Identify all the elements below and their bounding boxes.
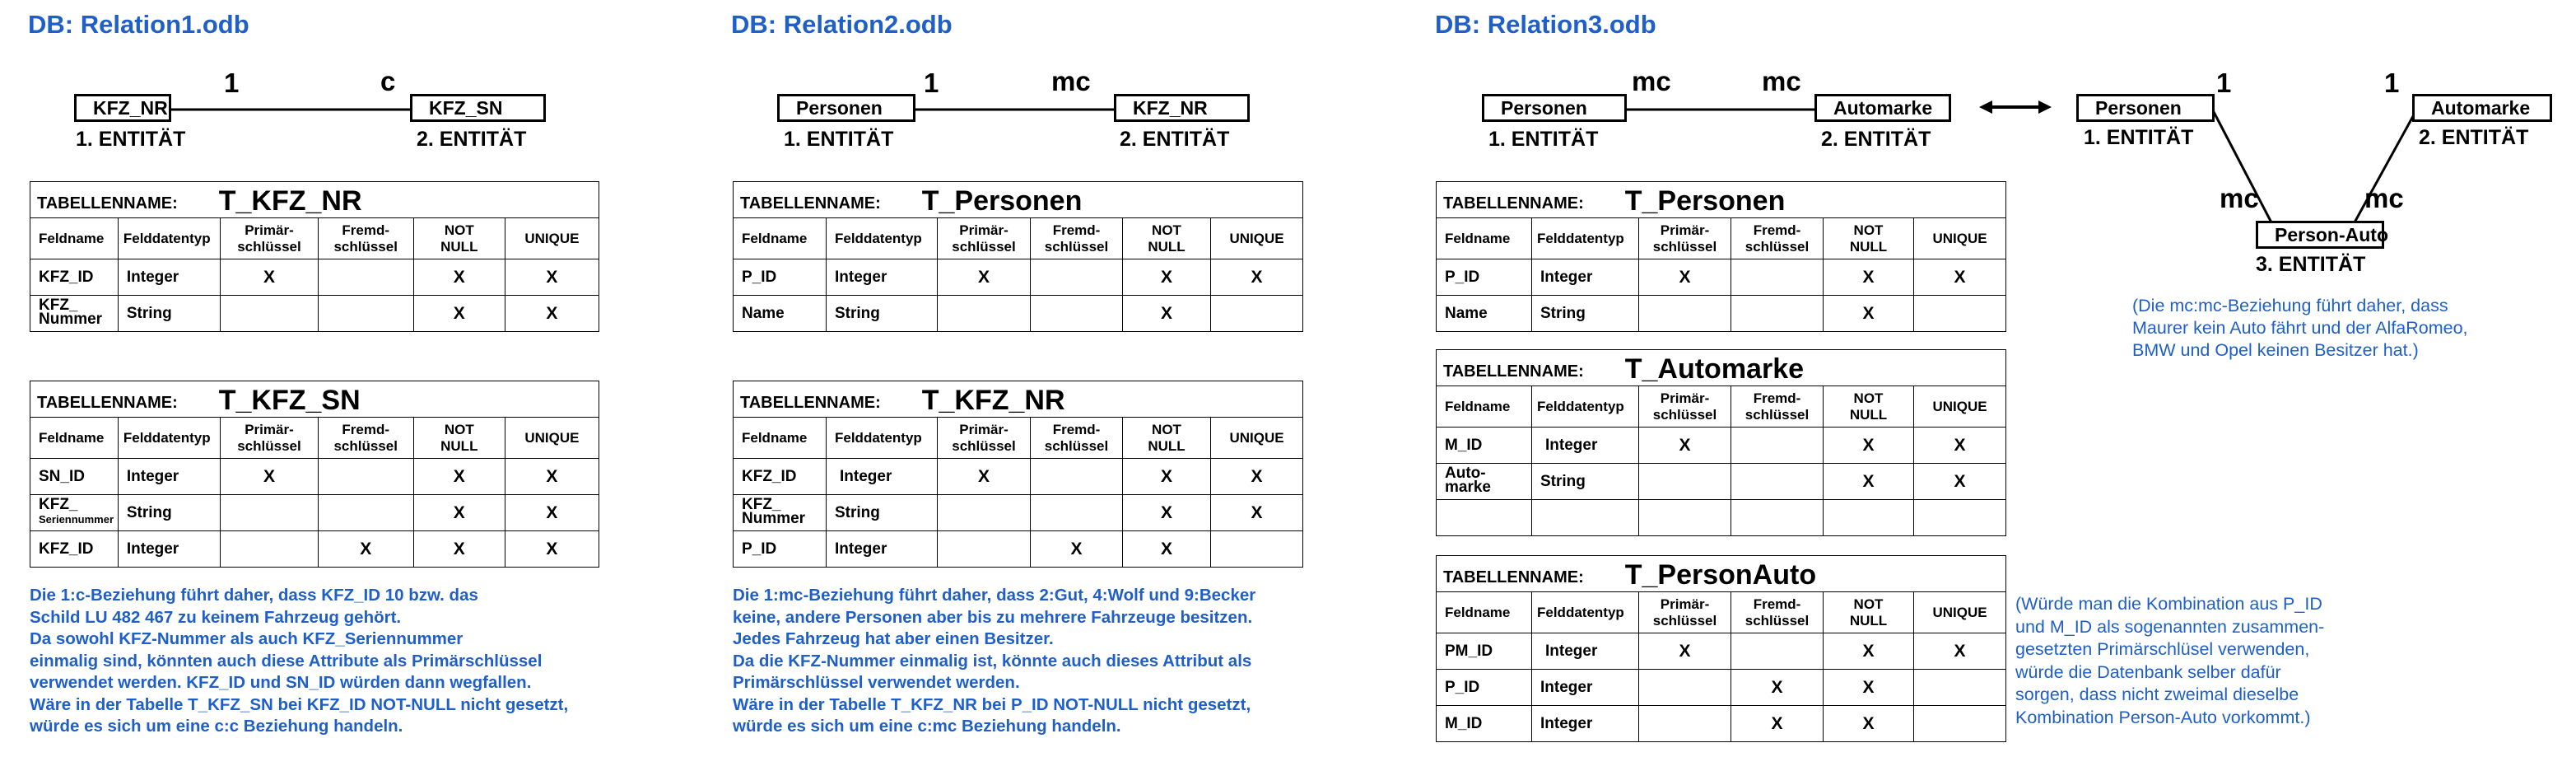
header-unique: UNIQUE [1914, 386, 2006, 428]
header-unique: UNIQUE [505, 218, 599, 259]
entity-label-2: 2. ENTITÄT [1821, 128, 1931, 151]
header-feldname: Feldname [734, 218, 827, 259]
cardinality-right: c [380, 66, 396, 96]
db-title-relation1: DB: Relation1.odb [28, 10, 249, 39]
cardinality-left: mc [1632, 66, 1671, 96]
header-fremdschluessel: Fremd- schlüssel [1731, 592, 1824, 633]
header-unique: UNIQUE [1211, 418, 1303, 459]
entity-label-1: 1. ENTITÄT [2084, 126, 2194, 149]
header-not-null: NOT NULL [413, 218, 505, 259]
entity-box-personen-resolved: Personen [2076, 94, 2215, 122]
entity-box-person-auto: Person-Auto [2256, 221, 2384, 249]
table-t-personen-3 [1436, 181, 2006, 332]
cardinality-right: mc [1762, 66, 1801, 96]
table-row: KFZ_ID Integer X X X [30, 531, 599, 568]
header-primaerschluessel: Primär- schlüssel [221, 218, 318, 259]
table-row: M_ID Integer X X [1437, 706, 2006, 742]
header-unique: UNIQUE [1914, 218, 2006, 259]
entity-label-1: 1. ENTITÄT [76, 128, 186, 151]
cardinality-personen: 1 [2216, 68, 2232, 98]
table-row: SN_ID Integer X X X [30, 459, 599, 495]
header-not-null: NOT NULL [413, 418, 505, 459]
table-name-row: TABELLENNAME: T_Personen [734, 182, 1303, 218]
header-primaerschluessel: Primär- schlüssel [1639, 592, 1731, 633]
table-row: M_ID Integer X X X [1437, 428, 2006, 464]
header-felddatentyp: Felddatentyp [827, 218, 938, 259]
header-primaerschluessel: Primär- schlüssel [1639, 218, 1731, 259]
table-row: P_ID Integer X X X [734, 259, 1303, 296]
entity-box-kfz-sn: KFZ_SN [410, 94, 546, 122]
header-fremdschluessel: Fremd- schlüssel [1031, 218, 1123, 259]
table-t-kfz-sn [30, 381, 599, 568]
table-t-kfz-nr-2 [733, 381, 1303, 568]
header-primaerschluessel: Primär- schlüssel [1639, 386, 1731, 428]
explanation-note-relation3-bottom: (Würde man die Kombination aus P_ID und M_ID als sogenannten zusammen- gesetzten Primärschlüsel verwenden, würde die Datenbank selber dafür sorgen, dass nicht zweimal dieselbe Kombination Person-Auto vorkommt.) [2015, 594, 2325, 727]
explanation-note-relation3-top: (Die mc:mc-Beziehung führt daher, dass Maurer kein Auto fährt und der AlfaRomeo, BMW und Opel keinen Besitzer hat.) [2132, 296, 2468, 360]
table-name: T_Personen [1624, 185, 1786, 217]
entity-label-2: 2. ENTITÄT [417, 128, 527, 151]
table-name: T_KFZ_SN [218, 385, 361, 416]
explanation-note-relation2: Die 1:mc-Beziehung führt daher, dass 2:Gut, 4:Wolf und 9:Becker keine, andere Personen aber bis zu mehrere Fahrzeuge besitzen. Jedes Fahrzeug hat aber einen Besitzer. Da die KFZ-Nummer einmalig ist, könnte auch dieses Attribut als Primärschlüssel verwendet werden. Wäre in der Tabelle T_KFZ_NR bei P_ID NOT-NULL nicht gesetzt, würde es sich um eine c:mc Beziehung handeln. [733, 586, 1256, 736]
header-felddatentyp: Felddatentyp [118, 218, 220, 259]
table-name-row: TABELLENNAME: T_Automarke [1437, 350, 2006, 386]
header-fremdschluessel: Fremd- schlüssel [1731, 218, 1824, 259]
cardinality-automarke: 1 [2384, 68, 2400, 98]
table-row: KFZ_ Nummer String X X [30, 296, 599, 332]
header-feldname: Feldname [30, 418, 119, 459]
header-primaerschluessel: Primär- schlüssel [221, 418, 318, 459]
entity-box-automarke-resolved: Automarke [2412, 94, 2552, 122]
header-not-null: NOT NULL [1824, 386, 1914, 428]
table-name: T_KFZ_NR [921, 385, 1065, 416]
table-t-personen [733, 181, 1303, 332]
table-name: T_PersonAuto [1624, 559, 1817, 591]
double-arrow-icon [1979, 100, 2052, 114]
table-name: T_Personen [921, 185, 1083, 217]
table-row: KFZ_ID Integer X X X [30, 259, 599, 296]
cardinality-left: 1 [224, 68, 240, 98]
table-t-kfz-nr [30, 181, 599, 332]
table-row: P_ID Integer X X [1437, 670, 2006, 706]
table-row: P_ID Integer X X [734, 531, 1303, 568]
table-row: Auto- marke String X X [1437, 464, 2006, 500]
table-row: KFZ_ID Integer X X X [734, 459, 1303, 495]
entity-box-personen: Personen [777, 94, 915, 122]
header-felddatentyp: Felddatentyp [827, 418, 938, 459]
entity-label-2: 2. ENTITÄT [2419, 126, 2529, 149]
entity-box-personen: Personen [1482, 94, 1627, 122]
table-row: Name String X [734, 296, 1303, 332]
header-primaerschluessel: Primär- schlüssel [938, 418, 1031, 459]
header-unique: UNIQUE [1914, 592, 2006, 633]
header-felddatentyp: Felddatentyp [1532, 218, 1639, 259]
entity-label-1: 1. ENTITÄT [784, 128, 894, 151]
header-fremdschluessel: Fremd- schlüssel [318, 418, 413, 459]
table-name: T_Automarke [1624, 353, 1805, 385]
header-feldname: Feldname [30, 218, 119, 259]
header-not-null: NOT NULL [1123, 418, 1211, 459]
header-not-null: NOT NULL [1123, 218, 1211, 259]
header-fremdschluessel: Fremd- schlüssel [1731, 386, 1824, 428]
table-row: KFZ_ Seriennummer String X X [30, 495, 599, 531]
header-fremdschluessel: Fremd- schlüssel [318, 218, 413, 259]
header-primaerschluessel: Primär- schlüssel [938, 218, 1031, 259]
table-row: P_ID Integer X X X [1437, 259, 2006, 296]
header-unique: UNIQUE [505, 418, 599, 459]
table-row: PM_ID Integer X X X [1437, 633, 2006, 670]
header-fremdschluessel: Fremd- schlüssel [1031, 418, 1123, 459]
header-not-null: NOT NULL [1824, 592, 1914, 633]
db-title-relation3: DB: Relation3.odb [1435, 10, 1656, 39]
header-felddatentyp: Felddatentyp [1532, 386, 1639, 428]
table-name-row: TABELLENNAME: T_PersonAuto [1437, 556, 2006, 592]
header-felddatentyp: Felddatentyp [1532, 592, 1639, 633]
table-row: Name String X [1437, 296, 2006, 332]
table-name: T_KFZ_NR [218, 185, 362, 217]
table-name-row: TABELLENNAME: T_KFZ_NR [734, 381, 1303, 418]
entity-box-kfz-nr: KFZ_NR [1114, 94, 1250, 122]
table-t-automarke [1436, 349, 2006, 536]
cardinality-personauto-right: mc [2364, 183, 2404, 213]
table-name-row: TABELLENNAME: T_KFZ_NR [30, 182, 599, 218]
entity-label-3: 3. ENTITÄT [2256, 253, 2366, 276]
explanation-note-relation1: Die 1:c-Beziehung führt daher, dass KFZ_ID 10 bzw. das Schild LU 482 467 zu keinem Fahrzeug gehört. Da sowohl KFZ-Nummer als auch KFZ_Seriennummer einmalig sind, könnten auch diese Attribute als Primärschlüssel verwendet werden. KFZ_ID und SN_ID würden dann wegfallen. Wäre in der Tabelle T_KFZ_SN bei KFZ_ID NOT-NULL nicht gesetzt, würde es sich um eine c:c Beziehung handeln. [30, 586, 569, 736]
entity-box-kfz-nr: KFZ_NR [74, 94, 171, 122]
header-feldname: Feldname [1437, 386, 1532, 428]
header-feldname: Feldname [1437, 592, 1532, 633]
cardinality-personauto-left: mc [2220, 183, 2259, 213]
cardinality-left: 1 [924, 68, 939, 98]
table-name-row: TABELLENNAME: T_Personen [1437, 182, 2006, 218]
entity-box-automarke: Automarke [1814, 94, 1951, 122]
cardinality-right: mc [1051, 66, 1091, 96]
db-title-relation2: DB: Relation2.odb [731, 10, 953, 39]
table-t-personauto [1436, 555, 2006, 742]
table-name-row: TABELLENNAME: T_KFZ_SN [30, 381, 599, 418]
header-unique: UNIQUE [1211, 218, 1303, 259]
header-felddatentyp: Felddatentyp [118, 418, 220, 459]
entity-label-2: 2. ENTITÄT [1120, 128, 1230, 151]
table-row [1437, 500, 2006, 536]
header-feldname: Feldname [1437, 218, 1532, 259]
entity-label-1: 1. ENTITÄT [1488, 128, 1599, 151]
header-feldname: Feldname [734, 418, 827, 459]
table-row: KFZ_ Nummer String X X [734, 495, 1303, 531]
header-not-null: NOT NULL [1824, 218, 1914, 259]
